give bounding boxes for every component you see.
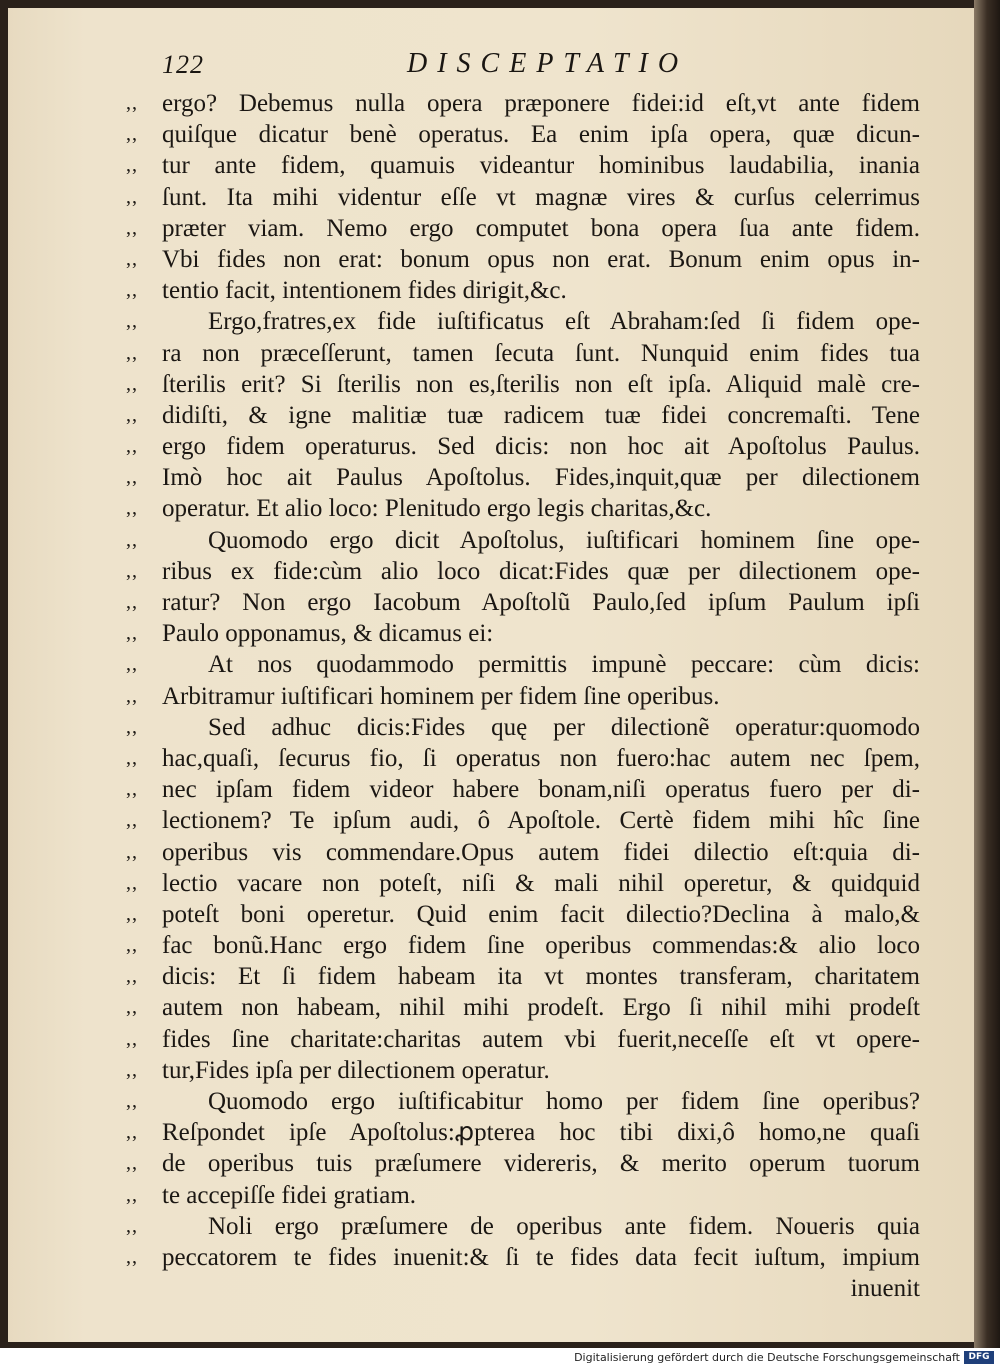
text-line bbox=[120, 493, 920, 524]
text-line bbox=[120, 369, 920, 400]
text-line bbox=[120, 244, 920, 275]
text-line bbox=[120, 1211, 920, 1242]
quotation-marker: ,, bbox=[126, 310, 138, 333]
quotation-marker: ,, bbox=[126, 559, 138, 582]
line-text: fides ſine charitate:charitas autem vbi fuerit,neceſſe eſt vt opere- bbox=[162, 1025, 920, 1053]
line-text: lectio vacare non poteſt, niſi & mali nihil operetur, & quidquid bbox=[162, 869, 920, 897]
line-text: ergo fidem operaturus. Sed dicis: non hoc ait Apoſtolus Paulus. bbox=[162, 433, 920, 461]
quotation-marker: ,, bbox=[126, 622, 138, 645]
line-text: Reſpondet ipſe Apoſtolus:ꝓpterea hoc tibi dixi,ô homo,ne quaſi bbox=[162, 1119, 920, 1147]
text-line bbox=[120, 774, 920, 805]
line-text: lectionem? Te ipſum audi, ô Apoſtole. Certè fidem mihi hîc ſine bbox=[162, 807, 920, 835]
line-text: ſterilis erit? Si ſterilis non es,ſterilis non eſt ipſa. Aliquid malè cre- bbox=[162, 370, 920, 398]
line-text: tentio facit, intentionem fides dirigit,&c. bbox=[162, 277, 567, 305]
line-text: Vbi fides non erat: bonum opus non erat. Bonum enim opus in- bbox=[162, 245, 920, 273]
quotation-marker: ,, bbox=[126, 123, 138, 146]
quotation-marker: ,, bbox=[126, 466, 138, 489]
quotation-marker: ,, bbox=[126, 1027, 138, 1050]
text-line bbox=[120, 618, 920, 649]
text-line bbox=[120, 1024, 920, 1055]
quotation-marker: ,, bbox=[126, 92, 138, 114]
text-line bbox=[120, 150, 920, 181]
line-text: dicis: Et ſi fidem habeam ita vt montes transferam, charitatem bbox=[162, 963, 920, 991]
text-line bbox=[120, 649, 920, 680]
quotation-marker: ,, bbox=[126, 341, 138, 364]
catchword: inuenit bbox=[850, 1275, 920, 1303]
quotation-marker: ,, bbox=[126, 746, 138, 769]
text-line bbox=[120, 1180, 920, 1211]
quotation-marker: ,, bbox=[126, 1152, 138, 1175]
book-binding-edge bbox=[974, 0, 1000, 1348]
line-text: te accepiſſe fidei gratiam. bbox=[162, 1181, 417, 1209]
line-text: autem non habeam, nihil mihi prodeſt. Ergo ſi nihil mihi prodeſt bbox=[162, 994, 920, 1022]
text-line bbox=[120, 462, 920, 493]
text-line bbox=[120, 805, 920, 836]
line-text: ſunt. Ita mihi videntur eſſe vt magnæ vires & curſus celerrimus bbox=[162, 183, 920, 211]
line-text: Ergo,fratres,ex fide iuſtificatus eſt Abraham:ſed ſi fidem ope- bbox=[208, 308, 920, 336]
text-line bbox=[120, 930, 920, 961]
quotation-marker: ,, bbox=[126, 653, 138, 676]
quotation-marker: ,, bbox=[126, 497, 138, 520]
running-title: DISCEPTATIO bbox=[407, 48, 689, 79]
page-number: 122 bbox=[162, 50, 204, 79]
quotation-marker: ,, bbox=[126, 185, 138, 208]
line-text: operibus vis commendare.Opus autem fidei dilectio eſt:quia di- bbox=[162, 838, 920, 866]
line-text: At nos quodammodo permittis impunè peccare: cùm dicis: bbox=[208, 651, 920, 679]
quotation-marker: ,, bbox=[126, 1090, 138, 1112]
line-text: nec ipſam fidem videor habere bonam,niſi operatus fuero per di- bbox=[162, 776, 920, 804]
text-line bbox=[120, 306, 920, 337]
text-line bbox=[120, 1055, 920, 1086]
quotation-marker: ,, bbox=[126, 435, 138, 458]
line-text: Sed adhuc dicis:Fides quę per dilectionẽ operatur:quomodo bbox=[208, 713, 920, 741]
text-line bbox=[120, 1086, 920, 1117]
quotation-marker: ,, bbox=[126, 528, 138, 551]
text-line bbox=[120, 712, 920, 743]
line-text: Quomodo ergo dicit Apoſtolus, iuſtificari hominem ſine ope- bbox=[208, 526, 920, 554]
quotation-marker: ,, bbox=[126, 1214, 138, 1237]
page-header bbox=[162, 48, 922, 82]
quotation-marker: ,, bbox=[126, 247, 138, 270]
quotation-marker: ,, bbox=[126, 1121, 138, 1144]
text-line bbox=[120, 400, 920, 431]
quotation-marker: ,, bbox=[126, 279, 138, 302]
quotation-marker: ,, bbox=[126, 684, 138, 707]
quotation-marker: ,, bbox=[126, 372, 138, 395]
text-line bbox=[120, 868, 920, 899]
text-line bbox=[120, 961, 920, 992]
quotation-marker: ,, bbox=[126, 403, 138, 426]
line-text: ra non præceſſerunt, tamen ſecuta ſunt. Nunquid enim fides tua bbox=[162, 339, 920, 367]
quotation-marker: ,, bbox=[126, 1245, 138, 1268]
text-line bbox=[120, 182, 920, 213]
line-text: tur ante fidem, quamuis videantur hominibus laudabilia, inania bbox=[162, 152, 920, 180]
line-text: de operibus tuis præſumere videreris, & merito operum tuorum bbox=[162, 1150, 920, 1178]
catchword-line bbox=[120, 1273, 920, 1304]
text-line bbox=[120, 837, 920, 868]
quotation-marker: ,, bbox=[126, 154, 138, 177]
line-text: poteſt boni operetur. Quid enim facit dilectio?Declina à malo,& bbox=[162, 900, 920, 928]
line-text: Imò hoc ait Paulus Apoſtolus. Fides,inquit,quæ per dilectionem bbox=[162, 464, 920, 492]
line-text: didiſti, & igne malitiæ tuæ radicem tuæ fidei concremaſti. Tene bbox=[162, 401, 920, 429]
body-text bbox=[120, 88, 920, 1304]
text-line bbox=[120, 119, 920, 150]
line-text: Arbitramur iuſtificari hominem per fidem ſine operibus. bbox=[162, 682, 720, 710]
text-line bbox=[120, 338, 920, 369]
line-text: peccatorem te fides inuenit:& ſi te fides data fecit iuſtum, impium bbox=[162, 1243, 920, 1271]
text-line bbox=[120, 88, 920, 119]
footer-credit: Digitalisierung gefördert durch die Deutsche Forschungsgemeinschaft bbox=[574, 1351, 960, 1364]
line-text: ratur? Non ergo Iacobum Apoſtolũ Paulo,ſed ipſum Paulum ipſi bbox=[162, 589, 920, 616]
text-line bbox=[120, 431, 920, 462]
quotation-marker: ,, bbox=[126, 996, 138, 1019]
line-text: fac bonũ.Hanc ergo fidem ſine operibus commendas:& alio loco bbox=[162, 932, 920, 960]
text-line bbox=[120, 992, 920, 1023]
text-line bbox=[120, 681, 920, 712]
quotation-marker: ,, bbox=[126, 840, 138, 863]
line-text: tur,Fides ipſa per dilectionem operatur. bbox=[162, 1056, 550, 1084]
book-page bbox=[8, 8, 974, 1342]
quotation-marker: ,, bbox=[126, 216, 138, 239]
text-line bbox=[120, 1117, 920, 1148]
line-text: quiſque dicatur benè operatus. Ea enim ipſa opera, quæ dicun- bbox=[162, 121, 920, 149]
text-line bbox=[120, 587, 920, 618]
text-line bbox=[120, 275, 920, 306]
text-line bbox=[120, 525, 920, 556]
digitization-footer bbox=[0, 1348, 1000, 1367]
quotation-marker: ,, bbox=[126, 809, 138, 832]
text-line bbox=[120, 899, 920, 930]
line-text: ribus ex fide:cùm alio loco dicat:Fides quæ per dilectionem ope- bbox=[162, 557, 920, 585]
line-text: ergo? Debemus nulla opera præponere fidei:id eſt,vt ante fidem bbox=[162, 90, 920, 117]
quotation-marker: ,, bbox=[126, 591, 138, 613]
quotation-marker: ,, bbox=[126, 871, 138, 894]
text-line bbox=[120, 213, 920, 244]
line-text: Quomodo ergo iuſtificabitur homo per fidem ſine operibus? bbox=[208, 1088, 920, 1115]
quotation-marker: ,, bbox=[126, 778, 138, 801]
quotation-marker: ,, bbox=[126, 902, 138, 925]
text-line bbox=[120, 556, 920, 587]
line-text: Paulo opponamus, & dicamus ei: bbox=[162, 620, 494, 648]
text-line bbox=[120, 1148, 920, 1179]
quotation-marker: ,, bbox=[126, 1058, 138, 1081]
quotation-marker: ,, bbox=[126, 715, 138, 738]
line-text: præter viam. Nemo ergo computet bona opera ſua ante fidem. bbox=[162, 214, 920, 242]
text-line bbox=[120, 743, 920, 774]
line-text: hac,quaſi, ſecurus fio, ſi operatus non fuero:hac autem nec ſpem, bbox=[162, 744, 920, 772]
quotation-marker: ,, bbox=[126, 934, 138, 957]
quotation-marker: ,, bbox=[126, 1183, 138, 1206]
text-line bbox=[120, 1242, 920, 1273]
line-text: operatur. Et alio loco: Plenitudo ergo legis charitas,&c. bbox=[162, 495, 712, 523]
quotation-marker: ,, bbox=[126, 965, 138, 988]
dfg-logo: DFG bbox=[964, 1351, 994, 1364]
line-text: Noli ergo præſumere de operibus ante fidem. Noueris quia bbox=[208, 1212, 920, 1240]
